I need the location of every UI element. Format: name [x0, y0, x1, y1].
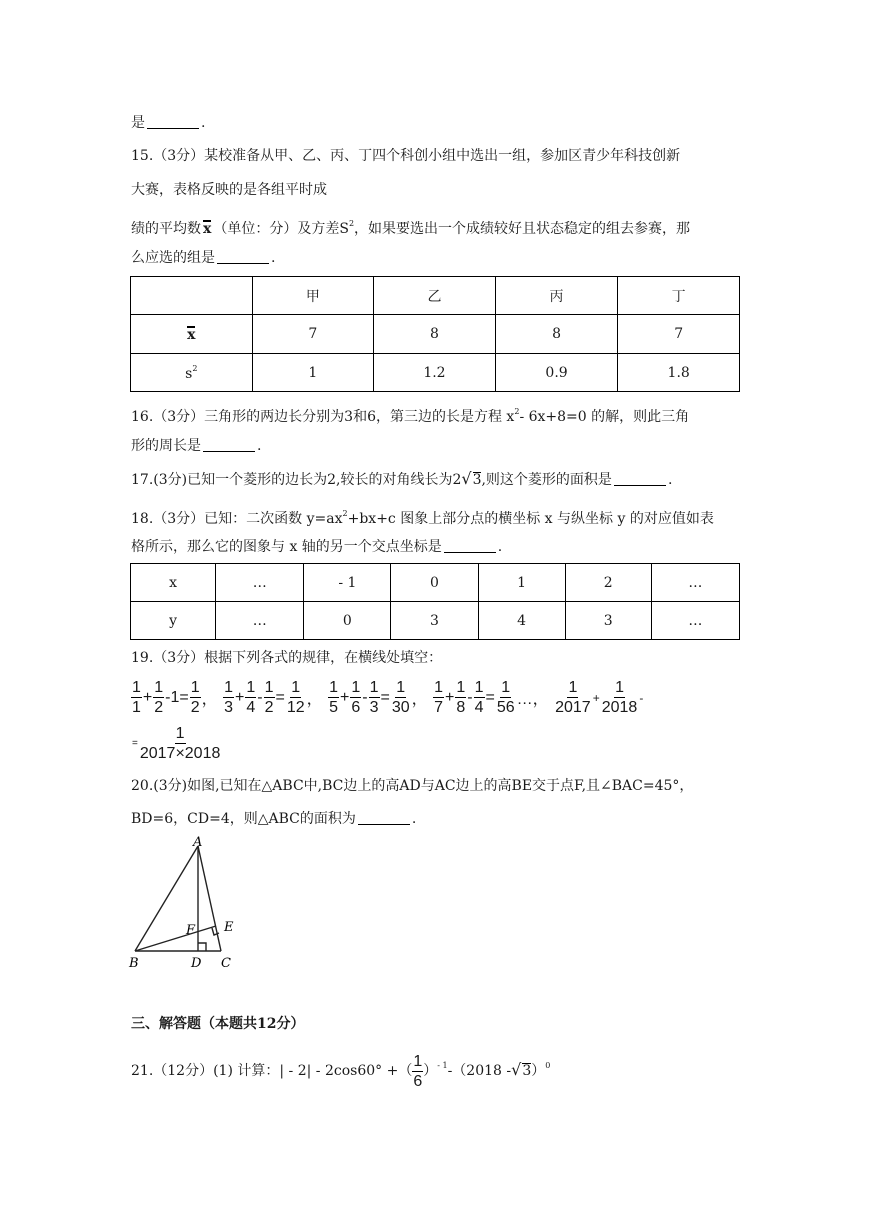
table-cell: x: [131, 564, 216, 602]
table-cell: [131, 315, 253, 354]
q21-a: 21.（12分）(1) 计算：| - 2| - 2cos60° +（: [131, 1063, 413, 1079]
table-cell: 3: [565, 602, 651, 640]
q19-title: 19.（3分）根据下列各式的规律，在横线处填空：: [131, 650, 443, 666]
right-angle-d: [198, 943, 206, 951]
table-cell: y: [131, 602, 216, 640]
q18-line1: [131, 504, 714, 529]
table-cell: 8: [495, 315, 618, 354]
q15-line4-a: 么应选的组是: [131, 250, 215, 266]
q16-line1: [131, 402, 689, 427]
q18-line2-b: .: [497, 539, 503, 555]
fraction: $\frac{1}{6}$: [413, 1052, 423, 1090]
q15-line3-c: ，如果要选出一个成绩较好且状态稳定的组去参赛，那: [354, 221, 691, 237]
superscript-2: 2: [192, 363, 198, 373]
table-cell: 丙: [495, 277, 618, 315]
q15-line3-b: （单位：分）及方差S: [213, 221, 349, 237]
superscript-2: 2: [348, 219, 355, 228]
superscript-2: 2: [342, 509, 348, 518]
table-cell: 8: [374, 315, 496, 354]
mean-symbol: x: [203, 221, 212, 237]
table-cell: …: [216, 602, 304, 640]
q18-table: [130, 563, 740, 640]
table-cell: 3: [391, 602, 478, 640]
q20-line1: 20.(3分)如图,已知在△ABC中,BC边上的高AD与AC边上的高BE交于点F,且∠BAC=45°，: [131, 778, 694, 794]
fraction: $\frac{1}{30}$: [391, 679, 410, 716]
fraction: $\frac{1}{2}$: [154, 679, 164, 716]
fraction: $\frac{1}{6}$: [351, 679, 361, 716]
q15-line4: [131, 248, 275, 268]
sqrt-value: 3: [522, 1063, 532, 1079]
exponent: - 1: [437, 1061, 448, 1070]
q19-equations: $\frac{1}{1}$ + $\frac{1}{2}$ -1= $\frac{1}{2}$ ， $\frac{1}{3}$ + $\frac{1}{4}$ - $\frac{1}{2}$ = $\frac{1}{12}$ ， $\frac{1}{5}$ + $\frac{1}{6}$ - $\frac{1}{3}$ = $\frac{1}{30}$ ， $\frac{1}{7}$ + $\frac{1}{8}$ - $\frac{1}{4}$ = $\frac{1}{56}$ …， $\frac{1}{2017}$ + $\frac{1}{2018}$ -: [132, 679, 644, 716]
label-e: E: [224, 920, 234, 935]
table-cell: 7: [252, 315, 374, 354]
table-cell: 甲: [252, 277, 374, 315]
fraction: $\frac{1}{5}$: [329, 679, 339, 716]
q14-text: 是: [131, 115, 145, 131]
label-f: F: [186, 923, 196, 938]
q15-line2: 大赛，表格反映的是各组平时成: [131, 182, 327, 198]
fraction: $\frac{1}{56}$: [496, 679, 515, 716]
table-row: [131, 564, 740, 602]
table-cell: …: [651, 564, 739, 602]
table-cell: 1.8: [618, 354, 740, 392]
q15-table: [130, 276, 740, 392]
q14-end: .: [201, 115, 206, 131]
q15-line3: [131, 214, 690, 239]
fraction: $\frac{1}{2017\times 2018}$: [139, 725, 221, 762]
q20-line2-b: .: [411, 811, 417, 827]
table-cell: …: [651, 602, 739, 640]
table-row: [131, 602, 740, 640]
q18-line2: [131, 537, 502, 557]
table-cell: 1: [478, 564, 565, 602]
fraction: $\frac{1}{2}$: [264, 679, 274, 716]
q20-line2: [131, 809, 416, 829]
table-cell: …: [216, 564, 304, 602]
q14-tail: [131, 113, 205, 133]
q18-line2-a: 格所示，那么它的图象与 x 轴的另一个交点坐标是: [131, 539, 442, 555]
section-heading: 三、解答题（本题共12分）: [131, 1016, 305, 1032]
label-d: D: [191, 956, 202, 971]
q15-line1: 15.（3分）某校准备从甲、乙、丙、丁四个科创小组中选出一组，参加区青少年科技创新: [131, 148, 681, 164]
q21-b: ）: [423, 1063, 438, 1079]
sqrt-sign: √: [461, 469, 472, 488]
answer-blank[interactable]: [147, 114, 199, 129]
q21-d: ）: [531, 1063, 546, 1079]
table-cell: [131, 354, 253, 392]
q20-line2-a: BD=6，CD=4，则△ABC的面积为: [131, 811, 356, 827]
table-cell: 7: [618, 315, 740, 354]
answer-blank[interactable]: [217, 249, 269, 264]
q16-line2: [131, 436, 261, 456]
q16-line2-a: 形的周长是: [131, 438, 201, 454]
answer-blank[interactable]: [614, 471, 666, 486]
q16-line2-b: .: [257, 438, 262, 454]
table-cell: 0: [304, 602, 391, 640]
table-row: [131, 315, 740, 354]
q17-b: ,则这个菱形的面积是: [481, 472, 612, 488]
table-cell: 丁: [618, 277, 740, 315]
triangle-figure: [125, 835, 245, 975]
q17-line: [131, 469, 672, 490]
table-cell: 2: [565, 564, 651, 602]
fraction: $\frac{1}{12}$: [286, 679, 305, 716]
fraction: $\frac{1}{1}$: [132, 679, 141, 716]
table-cell: 1.2: [374, 354, 496, 392]
fraction: $\frac{1}{3}$: [369, 679, 379, 716]
q21-line: [131, 1046, 550, 1091]
fraction: $\frac{1}{4}$: [474, 679, 484, 716]
q16-line1-a: 16.（3分）三角形的两边长分别为3和6，第三边的长是方程 x: [131, 409, 515, 425]
table-cell: 4: [478, 602, 565, 640]
fraction: $\frac{1}{2018}$: [601, 679, 638, 716]
fraction: $\frac{1}{3}$: [224, 679, 234, 716]
answer-blank[interactable]: [444, 538, 496, 553]
q18-line1-b: +bx+c 图象上部分点的横坐标 x 与纵坐标 y 的对应值如表: [347, 511, 714, 527]
label-a: A: [193, 835, 203, 850]
table-header-row: [131, 277, 740, 315]
q16-line1-b: - 6x+8=0 的解，则此三角: [519, 409, 690, 425]
fraction: $\frac{1}{4}$: [246, 679, 256, 716]
fraction: $\frac{1}{8}$: [456, 679, 466, 716]
q17-c: .: [667, 472, 673, 488]
table-cell: 0: [391, 564, 478, 602]
table-row: [131, 354, 740, 392]
table-cell: - 1: [304, 564, 391, 602]
answer-blank[interactable]: [203, 437, 255, 452]
table-cell: 0.9: [495, 354, 618, 392]
table-cell: [131, 277, 253, 315]
side-ac: [198, 846, 221, 951]
q15-line4-b: .: [271, 250, 276, 266]
table-cell: 乙: [374, 277, 496, 315]
q15-line3-a: 绩的平均数: [131, 221, 201, 237]
sqrt-value: 3: [472, 472, 482, 488]
sqrt-sign: √: [511, 1060, 522, 1079]
exponent: 0: [545, 1061, 551, 1070]
answer-blank[interactable]: [358, 810, 410, 825]
mean-symbol: x: [187, 326, 196, 343]
table-cell: 1: [252, 354, 374, 392]
q18-line1-a: 18.（3分）已知：二次函数 y=ax: [131, 511, 343, 527]
fraction: $\frac{1}{2017}$: [555, 679, 591, 716]
q17-a: 17.(3分)已知一个菱形的边长为2,较长的对角线长为2: [131, 472, 462, 488]
label-b: B: [129, 956, 139, 971]
variance-symbol: s: [185, 365, 193, 382]
label-c: C: [221, 956, 231, 971]
superscript-2: 2: [514, 407, 520, 416]
q21-c: -（2018 -: [447, 1063, 512, 1079]
fraction: $\frac{1}{2}$: [190, 679, 200, 716]
q19-result: = $\frac{1}{2017\times 2018}$: [132, 725, 221, 762]
fraction: $\frac{1}{7}$: [434, 679, 444, 716]
